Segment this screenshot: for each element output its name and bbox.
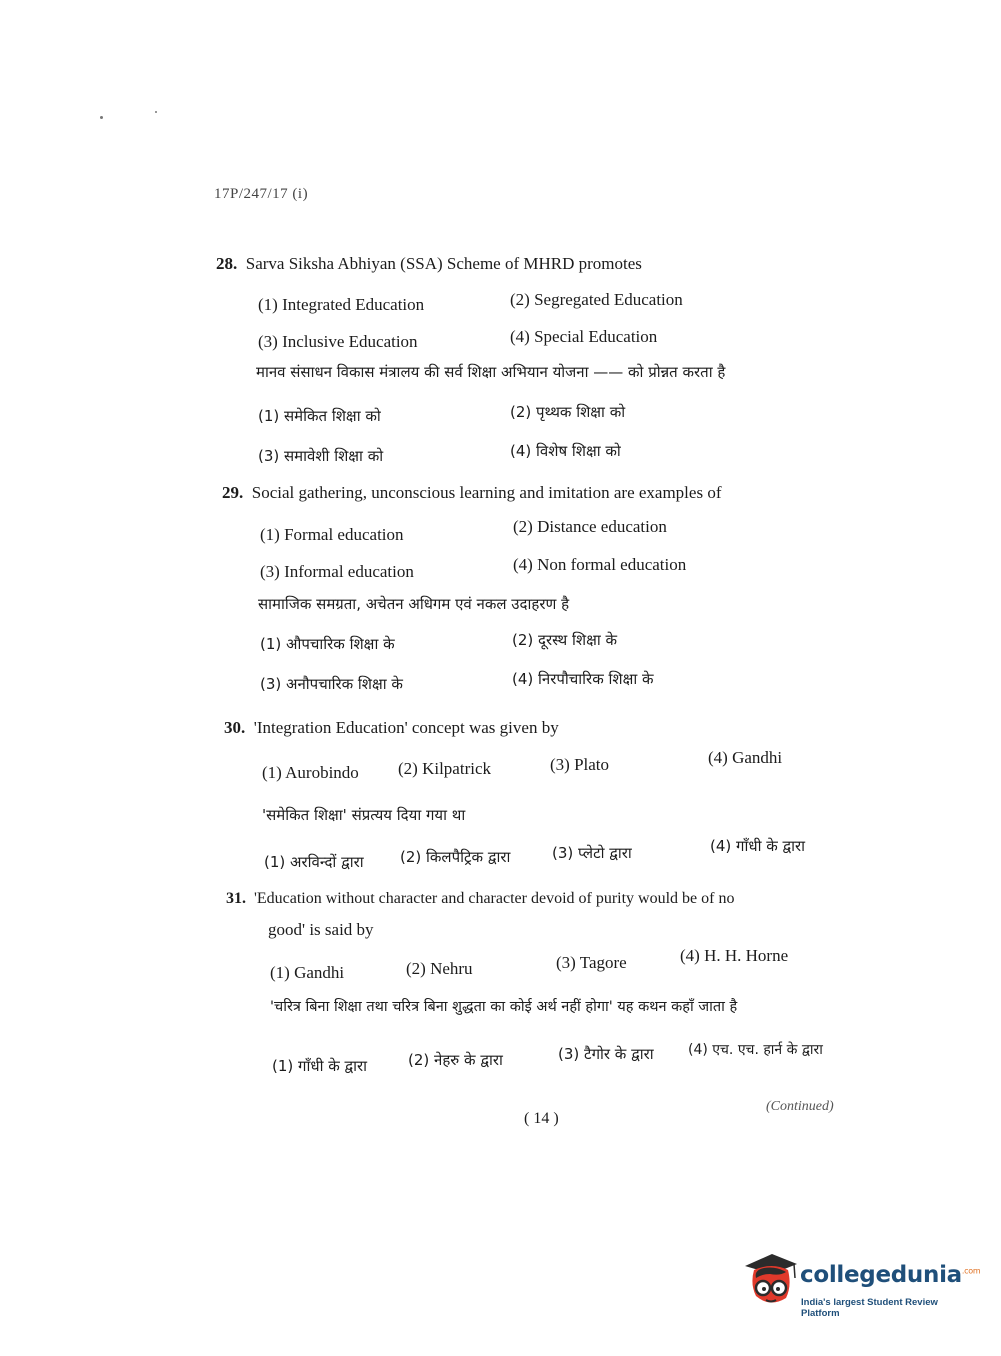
continued-note: (Continued) — [766, 1099, 834, 1114]
question-text-hindi: 'समेकित शिक्षा' संप्रत्यय दिया गया था — [262, 806, 466, 824]
question-text: 'Integration Education' concept was given by — [253, 718, 559, 737]
option-3: (3) Tagore — [556, 953, 627, 972]
option-1: (1) Aurobindo — [262, 763, 359, 782]
question-28 — [216, 254, 642, 274]
collegedunia-watermark — [742, 1248, 981, 1328]
option-2: (2) Segregated Education — [510, 290, 683, 309]
option-3-hindi: (3) अनौपचारिक शिक्षा के — [260, 675, 403, 693]
option-1-hindi: (1) समेकित शिक्षा को — [258, 407, 381, 425]
option-3-hindi: (3) टैगोर के द्वारा — [558, 1045, 654, 1063]
option-3-hindi: (3) प्लेटो द्वारा — [552, 844, 632, 862]
question-29 — [222, 483, 721, 503]
option-4-hindi: (4) एच. एच. हार्न के द्वारा — [688, 1042, 823, 1058]
page-number: ( 14 ) — [524, 1110, 559, 1127]
scan-speck — [100, 116, 103, 119]
option-3-hindi: (3) समावेशी शिक्षा को — [258, 447, 384, 465]
brand-text: collegedunia — [800, 1262, 962, 1288]
option-4: (4) Non formal education — [513, 555, 687, 574]
option-2: (2) Kilpatrick — [398, 759, 491, 778]
question-number: 31. — [226, 890, 246, 907]
option-1-hindi: (1) औपचारिक शिक्षा के — [260, 635, 395, 653]
option-2: (2) Distance education — [513, 517, 667, 536]
question-number: 29. — [222, 483, 244, 502]
question-30 — [224, 718, 559, 738]
option-3: (3) Inclusive Education — [258, 332, 418, 351]
option-1: (1) Gandhi — [270, 963, 345, 982]
option-1-hindi: (1) अरविन्दों द्वारा — [264, 853, 364, 871]
brand-name — [800, 1262, 980, 1288]
brand-suffix: .com — [961, 1266, 981, 1276]
question-text-line-2: good' is said by — [268, 920, 374, 939]
question-text-line-1: 'Education without character and character devoid of purity would be of no — [254, 890, 735, 907]
option-1-hindi: (1) गाँधी के द्वारा — [272, 1057, 368, 1075]
option-3: (3) Plato — [550, 755, 610, 774]
option-2-hindi: (2) दूरस्थ शिक्षा के — [512, 631, 618, 649]
question-text-hindi: मानव संसाधन विकास मंत्रालय की सर्व शिक्षा अभियान योजना —— को प्रोन्नत करता है — [256, 363, 726, 381]
question-number: 30. — [224, 718, 246, 737]
brand-tagline: India's largest Student Review Platform — [801, 1297, 938, 1319]
question-text: Social gathering, unconscious learning and imitation are examples of — [251, 483, 722, 502]
mascot-icon — [742, 1248, 800, 1310]
option-3: (3) Informal education — [260, 562, 414, 581]
option-1: (1) Integrated Education — [258, 295, 425, 314]
option-2-hindi: (2) किलपैट्रिक द्वारा — [400, 848, 511, 866]
option-2: (2) Nehru — [406, 959, 473, 978]
option-4-hindi: (4) निरपौचारिक शिक्षा के — [512, 670, 654, 688]
question-number: 28. — [216, 254, 238, 273]
option-4-hindi: (4) विशेष शिक्षा को — [510, 442, 621, 460]
option-4: (4) H. H. Horne — [680, 946, 789, 965]
question-text-hindi: सामाजिक समग्रता, अचेतन अधिगम एवं नकल उदाहरण है — [258, 595, 570, 613]
option-2-hindi: (2) पृथ्थक शिक्षा को — [510, 403, 626, 421]
option-4: (4) Special Education — [510, 327, 658, 346]
scan-speck — [155, 111, 157, 113]
question-31 — [226, 890, 734, 908]
option-2-hindi: (2) नेहरु के द्वारा — [408, 1051, 503, 1069]
option-1: (1) Formal education — [260, 525, 404, 544]
question-text-hindi: 'चरित्र बिना शिक्षा तथा चरित्र बिना शुद्धता का कोई अर्थ नहीं होगा' यह कथन कहाँ जाता है — [270, 999, 738, 1015]
option-4-hindi: (4) गाँधी के द्वारा — [710, 837, 806, 855]
question-text: Sarva Siksha Abhiyan (SSA) Scheme of MHRD promotes — [245, 254, 642, 273]
paper-code: 17P/247/17 (i) — [214, 186, 309, 202]
option-4: (4) Gandhi — [708, 748, 783, 767]
